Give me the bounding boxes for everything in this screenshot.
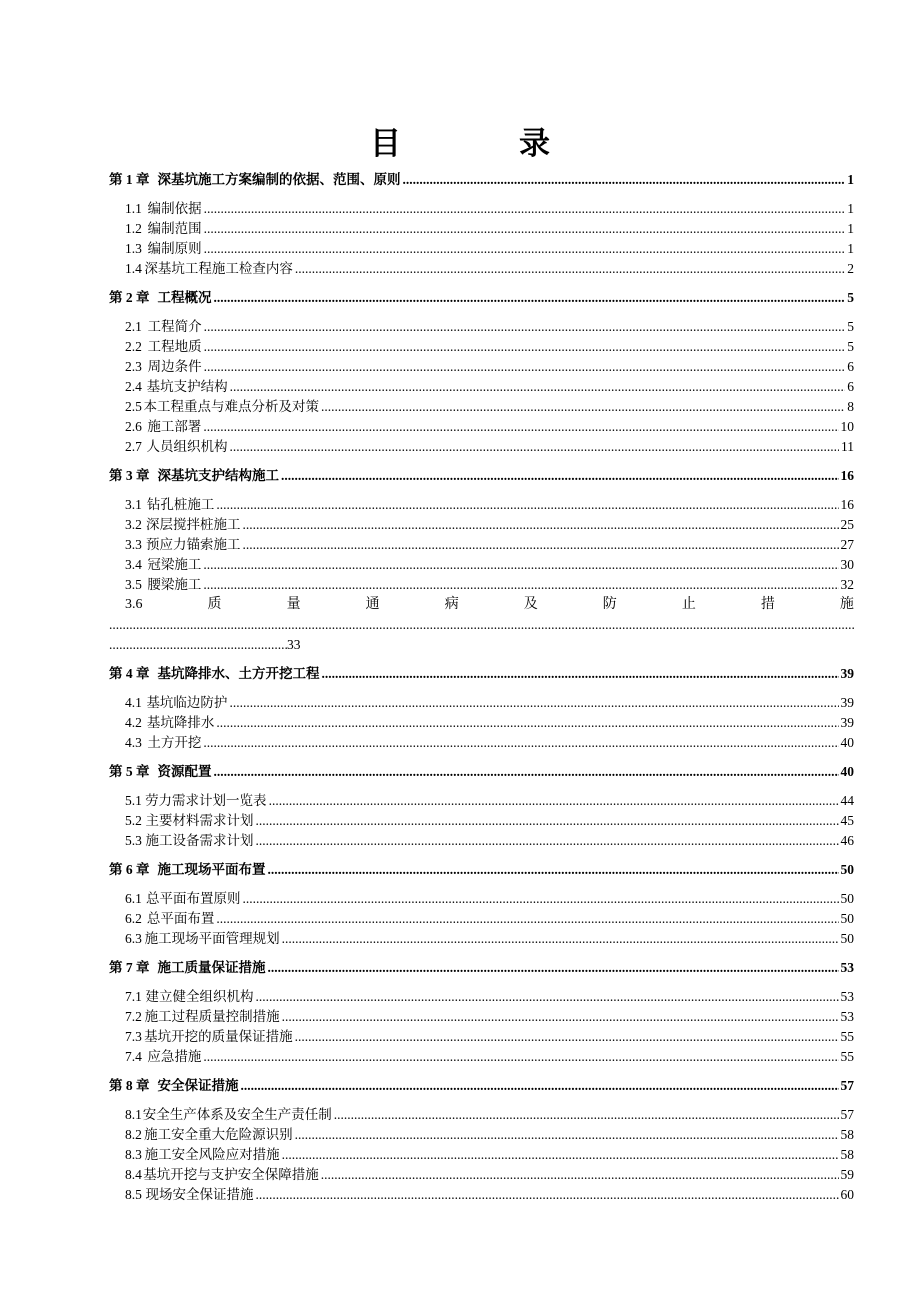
section-number: 3.6: [125, 597, 143, 612]
section-title: 基坑临边防护: [146, 695, 228, 710]
section-title: 本工程重点与难点分析及对策: [143, 399, 319, 414]
section-number: 8.3: [125, 1147, 142, 1162]
toc-section-entry[interactable]: [109, 929, 854, 949]
section-number: 8.4: [125, 1167, 142, 1182]
page-number: 55: [840, 1029, 854, 1044]
section-title-char: 量: [286, 597, 301, 612]
section-number: 2.6: [125, 419, 142, 434]
section-number: 8.5: [125, 1187, 142, 1202]
page-number: 6: [847, 359, 854, 374]
toc-section-entry[interactable]: [109, 555, 854, 575]
page-number: 1: [847, 221, 854, 236]
page-number: 1: [847, 241, 854, 256]
leader-dots: [214, 288, 846, 308]
section-title: 深基坑工程施工检查内容: [144, 261, 293, 276]
section-number: 5.3: [125, 833, 142, 848]
page-number: 58: [840, 1147, 854, 1162]
section-title: 腰梁施工: [147, 577, 202, 592]
section-title: 工程地质: [147, 339, 202, 354]
section-title: 总平面布置原则: [145, 891, 241, 906]
leader-dots: [229, 437, 839, 457]
toc-section-entry[interactable]: [109, 889, 854, 909]
chapter-title: 工程概况: [157, 290, 212, 305]
section-title: 安全生产体系及安全生产责任制: [142, 1107, 332, 1122]
section-number: 4.3: [125, 735, 142, 750]
page-number: 25: [840, 517, 854, 532]
leader-dots: [241, 1076, 839, 1096]
section-number: 6.3: [125, 931, 142, 946]
chapter-title: 安全保证措施: [157, 1078, 239, 1093]
section-title: 基坑开挖与支护安全保障措施: [143, 1167, 319, 1182]
page-number: 50: [840, 931, 854, 946]
section-title: 基坑开挖的质量保证措施: [144, 1029, 293, 1044]
chapter-number: 第 3 章: [109, 468, 150, 483]
leader-dots: [256, 811, 839, 831]
leader-dots: [204, 317, 846, 337]
page-number: 45: [840, 813, 854, 828]
toc-section-entry[interactable]: [109, 1125, 854, 1145]
section-number: 6.2: [125, 911, 142, 926]
section-title: 施工部署: [147, 419, 202, 434]
page-title: [0, 120, 920, 160]
leader-dots: [403, 170, 846, 190]
title-char-1: 目: [370, 125, 401, 162]
chapter-title: 基坑降排水、土方开挖工程: [157, 666, 320, 681]
chapter-number: 第 2 章: [109, 290, 150, 305]
section-title: 总平面布置: [146, 911, 215, 926]
leader-dots: [109, 635, 287, 655]
page-number: 55: [840, 1049, 854, 1064]
section-title: 周边条件: [147, 359, 202, 374]
section-number: 4.2: [125, 715, 142, 730]
section-title: 深层搅拌桩施工: [145, 517, 241, 532]
section-number: 5.2: [125, 813, 142, 828]
page-number: 5: [847, 339, 854, 354]
toc-section-entry[interactable]: [109, 791, 854, 811]
page-number: 30: [840, 557, 854, 572]
section-title: 预应力锚索施工: [145, 537, 241, 552]
leader-dots: [203, 733, 838, 753]
leader-dots: [256, 987, 839, 1007]
toc-section-entry[interactable]: [109, 417, 854, 437]
page-number: 50: [840, 862, 854, 877]
section-number: 3.1: [125, 497, 142, 512]
section-number: 3.2: [125, 517, 142, 532]
section-title: 施工过程质量控制措施: [144, 1009, 280, 1024]
section-title: 人员组织机构: [146, 439, 228, 454]
toc-section-entry[interactable]: [109, 259, 854, 279]
toc-section-entry-justified[interactable]: [109, 595, 854, 615]
page-number: 1: [847, 201, 854, 216]
section-title: 土方开挖: [147, 735, 202, 750]
section-title: 工程简介: [147, 319, 202, 334]
leader-dots: [295, 259, 845, 279]
toc-section-entry[interactable]: [109, 811, 854, 831]
toc-section-entry[interactable]: [109, 575, 854, 595]
section-title-char: 措: [760, 597, 775, 612]
leader-dots: [229, 693, 838, 713]
leader-dots: [203, 417, 838, 437]
toc-section-entry[interactable]: [109, 357, 854, 377]
leader-dots: [230, 377, 846, 397]
leader-dots: [268, 860, 839, 880]
section-number: 3.5: [125, 577, 142, 592]
leader-dots: [322, 664, 839, 684]
page-number: 2: [847, 261, 854, 276]
section-title: 施工安全重大危险源识别: [144, 1127, 293, 1142]
page-number: 39: [840, 695, 854, 710]
leader-dots: [282, 1145, 839, 1165]
section-title-char: 止: [681, 597, 696, 612]
page-number: 44: [840, 793, 854, 808]
toc-section-entry[interactable]: [109, 377, 854, 397]
section-number: 8.2: [125, 1127, 142, 1142]
leader-dots: [216, 495, 838, 515]
toc-chapter-entry[interactable]: [109, 762, 854, 782]
leader-dots: [203, 575, 838, 595]
leader-dots: [204, 357, 846, 377]
page-number: 5: [847, 290, 854, 305]
chapter-title: 深基坑支护结构施工: [157, 468, 279, 483]
leader-dots: [256, 831, 839, 851]
chapter-number: 第 6 章: [109, 862, 150, 877]
page-number: 50: [840, 911, 854, 926]
leader-dots: [242, 515, 838, 535]
section-number: 4.1: [125, 695, 142, 710]
chapter-number: 第 8 章: [109, 1078, 150, 1093]
leader-dots: [295, 1027, 839, 1047]
leader-dots-tail: [109, 635, 854, 655]
section-title-char: 通: [365, 597, 380, 612]
chapter-number: 第 7 章: [109, 960, 150, 975]
section-number: 1.3: [125, 241, 142, 256]
section-number: 2.3: [125, 359, 142, 374]
toc-section-entry[interactable]: [109, 1165, 854, 1185]
leader-dots: [216, 909, 838, 929]
leader-dots: [321, 1165, 839, 1185]
section-number: 8.1: [125, 1107, 142, 1122]
page-number: 46: [840, 833, 854, 848]
page-number: 32: [840, 577, 854, 592]
page-number: 10: [840, 419, 854, 434]
page-number: 57: [840, 1107, 854, 1122]
section-title: 建立健全组织机构: [145, 989, 254, 1004]
toc-section-entry[interactable]: [109, 1145, 854, 1165]
section-number: 2.4: [125, 379, 142, 394]
section-title: 施工设备需求计划: [145, 833, 254, 848]
section-title: 施工安全风险应对措施: [144, 1147, 280, 1162]
leader-dots: [256, 1185, 839, 1205]
leader-dots: [204, 239, 846, 259]
section-title-char: 质: [207, 597, 222, 612]
section-title: 编制依据: [147, 201, 202, 216]
page-number: 39: [840, 715, 854, 730]
page-number: 40: [840, 735, 854, 750]
leader-dots: [204, 337, 846, 357]
section-title: 钻孔桩施工: [146, 497, 215, 512]
leader-dots: [282, 929, 839, 949]
section-title: 基坑支护结构: [146, 379, 228, 394]
page-number: 33: [287, 637, 301, 652]
toc-section-entry[interactable]: [109, 337, 854, 357]
page-number: 5: [847, 319, 854, 334]
toc-chapter-entry[interactable]: [109, 664, 854, 684]
leader-dots: [204, 219, 846, 239]
toc-section-entry[interactable]: [109, 317, 854, 337]
section-number: 2.1: [125, 319, 142, 334]
leader-dots: [109, 615, 854, 635]
page-number: 60: [840, 1187, 854, 1202]
chapter-title: 施工现场平面布置: [157, 862, 266, 877]
page-number: 39: [840, 666, 854, 681]
toc-chapter-entry[interactable]: [109, 1076, 854, 1096]
page-number: 8: [847, 399, 854, 414]
section-number: 2.2: [125, 339, 142, 354]
section-number: 5.1: [125, 793, 142, 808]
leader-dots: [214, 762, 839, 782]
page-number: 53: [840, 989, 854, 1004]
section-title-char: 防: [602, 597, 617, 612]
toc-section-entry[interactable]: [109, 239, 854, 259]
leader-dots: [242, 889, 838, 909]
chapter-title: 施工质量保证措施: [157, 960, 266, 975]
leader-dots: [269, 791, 839, 811]
section-title: 冠梁施工: [147, 557, 202, 572]
section-title-char: 病: [444, 597, 459, 612]
section-title: 编制范围: [147, 221, 202, 236]
title-char-2: 录: [519, 125, 550, 162]
leader-dots: [334, 1105, 839, 1125]
toc-section-entry[interactable]: [109, 831, 854, 851]
toc-section-entry[interactable]: [109, 1007, 854, 1027]
toc-section-entry[interactable]: [109, 397, 854, 417]
toc-section-entry[interactable]: [109, 1047, 854, 1067]
page-number: 53: [840, 1009, 854, 1024]
leader-dots: [282, 1007, 839, 1027]
section-number: 7.1: [125, 989, 142, 1004]
section-title: 现场安全保证措施: [145, 1187, 254, 1202]
section-number: 1.2: [125, 221, 142, 236]
section-number: 2.7: [125, 439, 142, 454]
toc-section-entry[interactable]: [109, 437, 854, 457]
toc-chapter-entry[interactable]: [109, 170, 854, 190]
toc-section-entry[interactable]: [109, 219, 854, 239]
page-number: 1: [847, 172, 854, 187]
toc-section-entry[interactable]: [109, 1027, 854, 1047]
chapter-number: 第 5 章: [109, 764, 150, 779]
toc-section-entry[interactable]: [109, 987, 854, 1007]
chapter-number: 第 4 章: [109, 666, 150, 681]
section-number: 6.1: [125, 891, 142, 906]
section-title-char: 及: [523, 597, 538, 612]
section-title: 劳力需求计划一览表: [145, 793, 267, 808]
toc-section-entry[interactable]: [109, 535, 854, 555]
page-number: 40: [840, 764, 854, 779]
section-number: 7.3: [125, 1029, 142, 1044]
chapter-title: 资源配置: [157, 764, 212, 779]
section-number: 3.4: [125, 557, 142, 572]
page-number: 59: [840, 1167, 854, 1182]
toc-section-entry[interactable]: [109, 199, 854, 219]
section-title: 基坑降排水: [146, 715, 215, 730]
toc-section-entry[interactable]: [109, 713, 854, 733]
toc-section-entry[interactable]: [109, 515, 854, 535]
toc-section-entry[interactable]: [109, 733, 854, 753]
page-number: 57: [840, 1078, 854, 1093]
leader-dots: [242, 535, 838, 555]
leader-dots: [203, 555, 838, 575]
leader-dots: [321, 397, 845, 417]
section-number: 1.4: [125, 261, 142, 276]
leader-dots: [268, 958, 839, 978]
section-number: 7.4: [125, 1049, 142, 1064]
leader-dots: [203, 1047, 838, 1067]
leader-dots: [295, 1125, 839, 1145]
section-number: 3.3: [125, 537, 142, 552]
toc-section-entry[interactable]: [109, 909, 854, 929]
section-number: 7.2: [125, 1009, 142, 1024]
page-number: 58: [840, 1127, 854, 1142]
section-title: 编制原则: [147, 241, 202, 256]
chapter-number: 第 1 章: [109, 172, 150, 187]
page-number: 16: [840, 497, 854, 512]
section-title: 主要材料需求计划: [145, 813, 254, 828]
leader-dots: [204, 199, 846, 219]
section-title: 应急措施: [147, 1049, 202, 1064]
chapter-title: 深基坑施工方案编制的依据、范围、原则: [157, 172, 401, 187]
section-number: 1.1: [125, 201, 142, 216]
toc-chapter-entry[interactable]: [109, 860, 854, 880]
page-number: 50: [840, 891, 854, 906]
page-number: 16: [840, 468, 854, 483]
page-number: 11: [841, 439, 854, 454]
leader-dots: [216, 713, 838, 733]
section-title: 施工现场平面管理规划: [144, 931, 280, 946]
toc-section-entry[interactable]: [109, 495, 854, 515]
toc-section-entry[interactable]: [109, 1105, 854, 1125]
page-number: 53: [840, 960, 854, 975]
toc-section-entry[interactable]: [109, 693, 854, 713]
leader-dots: [281, 466, 839, 486]
toc-chapter-entry[interactable]: [109, 466, 854, 486]
toc-chapter-entry[interactable]: [109, 288, 854, 308]
toc-chapter-entry[interactable]: [109, 958, 854, 978]
toc-section-entry[interactable]: [109, 1185, 854, 1205]
section-title-char: 施: [839, 597, 854, 612]
section-number: 2.5: [125, 399, 142, 414]
table-of-contents: [109, 170, 854, 1214]
page-number: 27: [840, 537, 854, 552]
page-number: 6: [847, 379, 854, 394]
